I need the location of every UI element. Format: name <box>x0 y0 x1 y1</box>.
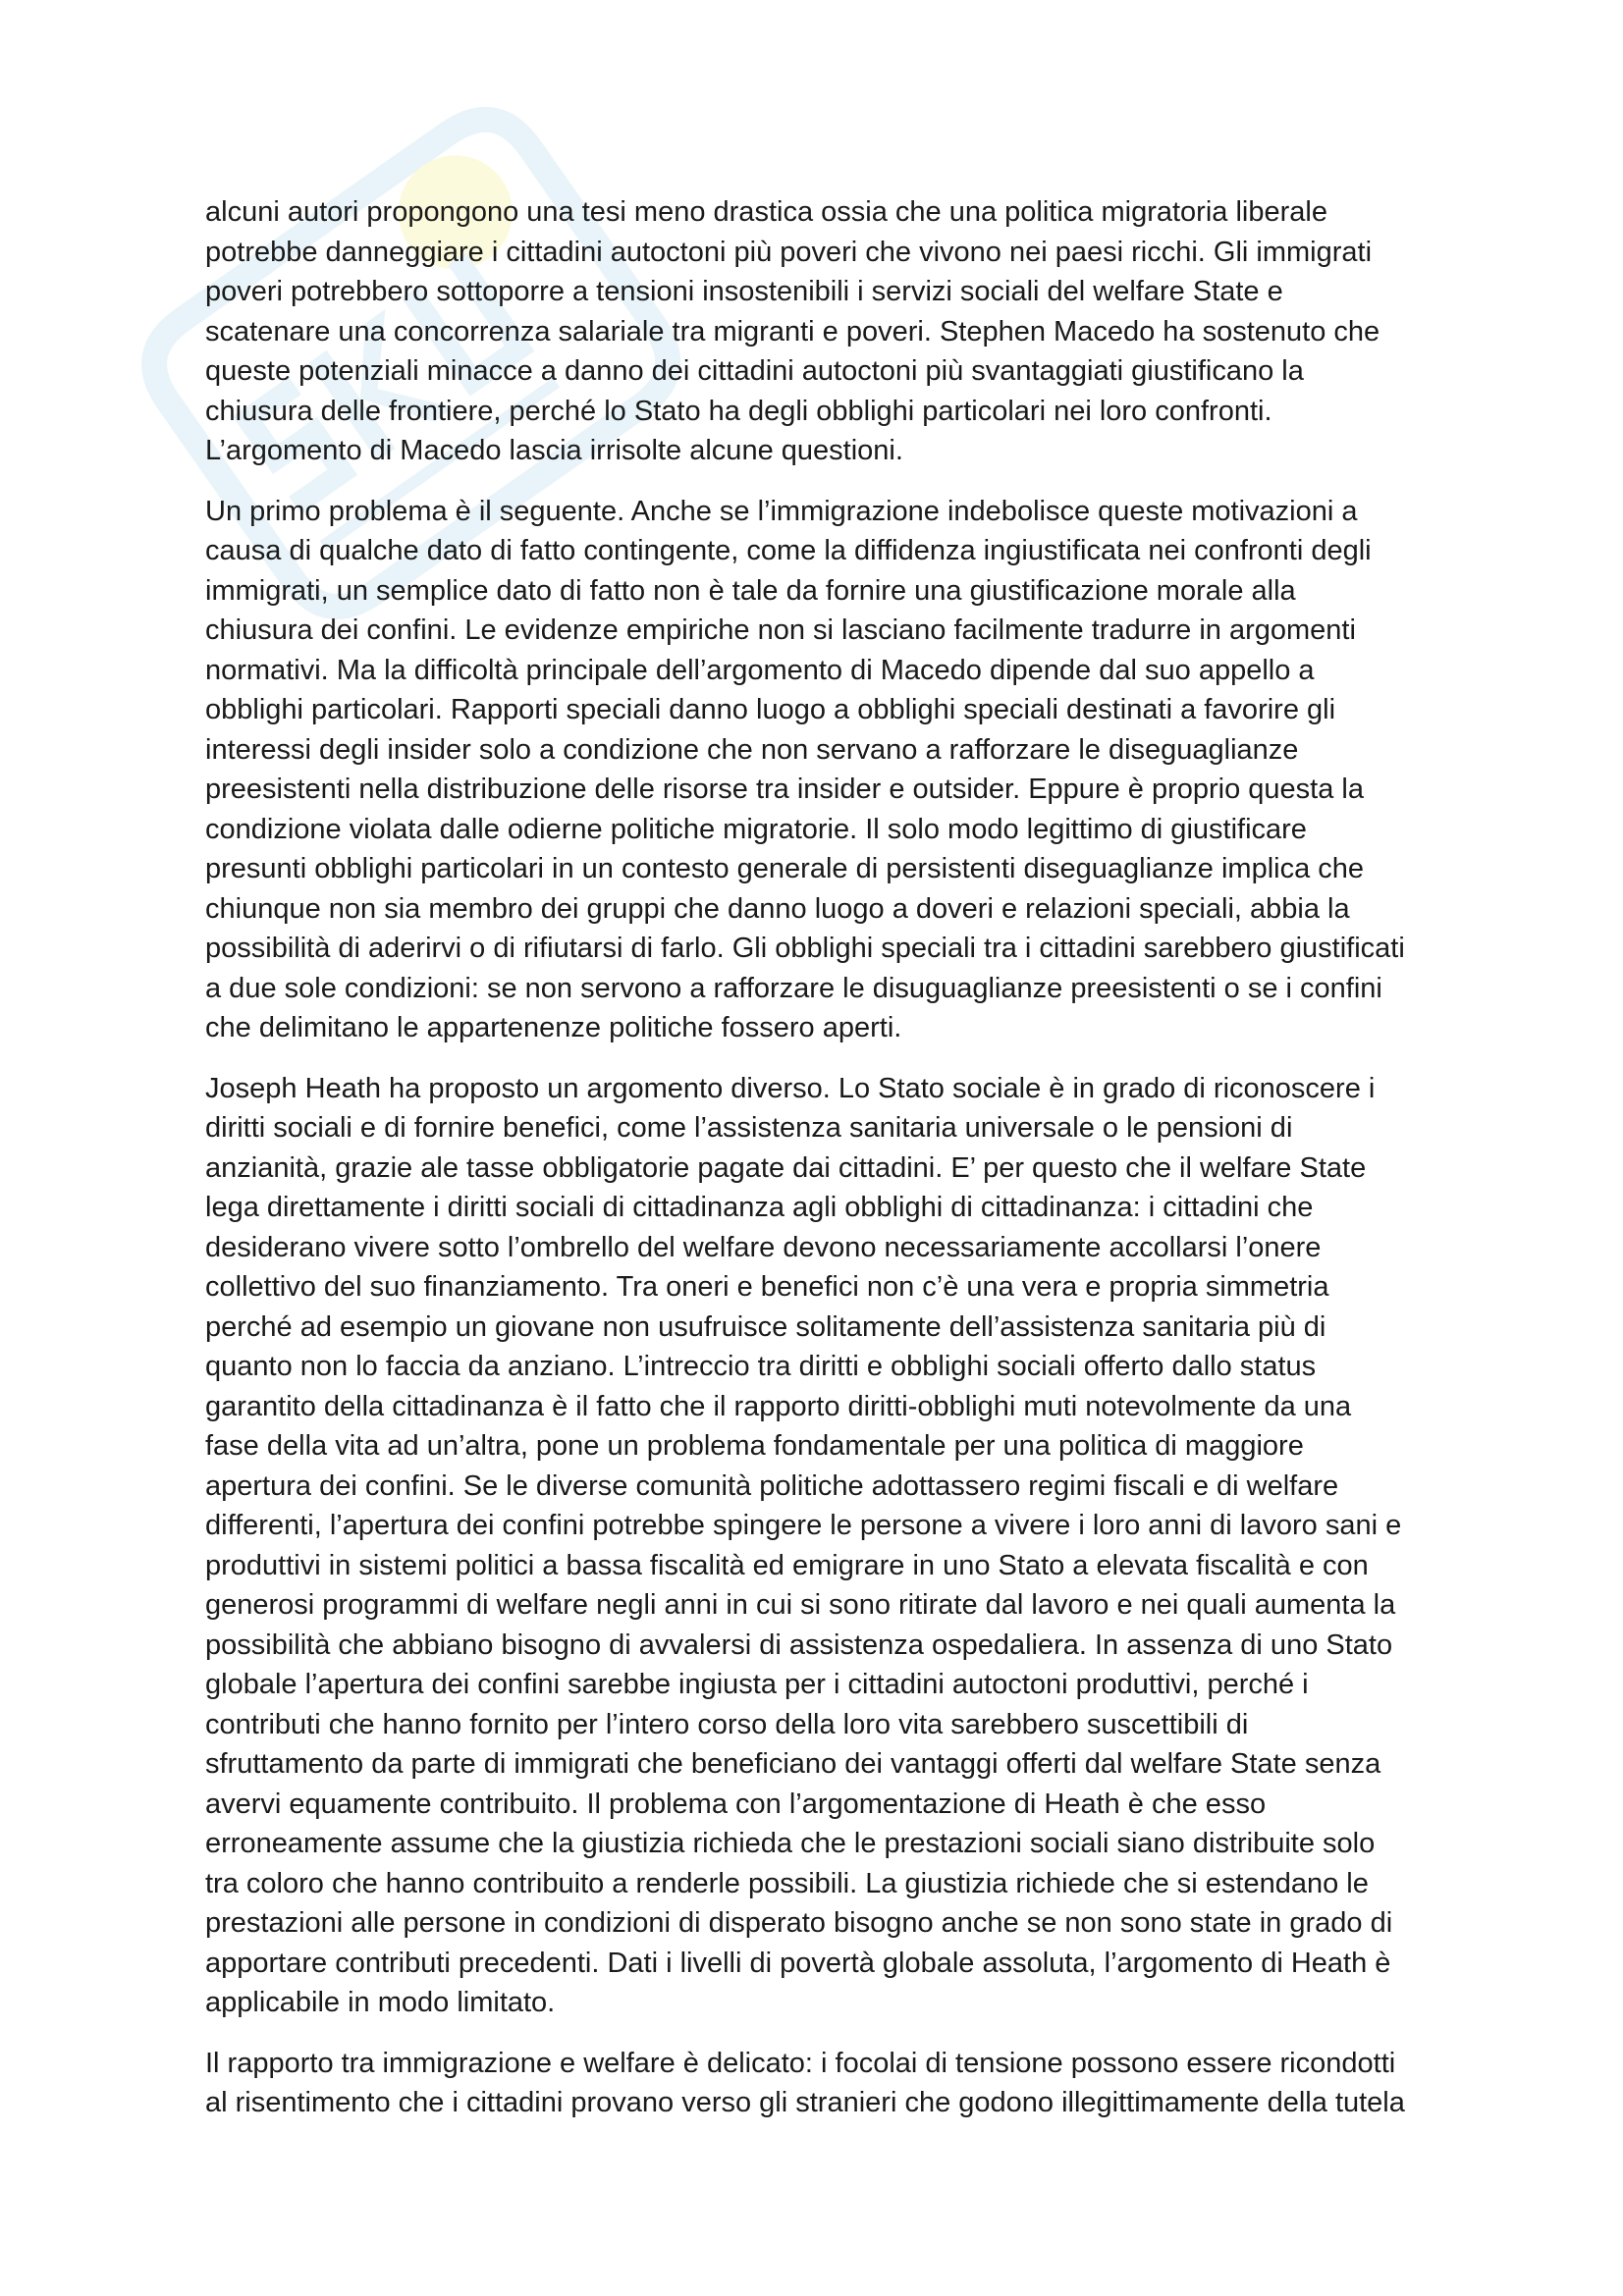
text-line: possibilità di aderirvi o di rifiutarsi di farlo. Gli obblighi speciali tra i cittadini sarebbero giustificati <box>205 933 1405 964</box>
text-line: globale l’apertura dei confini sarebbe ingiusta per i cittadini autoctoni produttivi, perché i <box>205 1669 1309 1700</box>
text-line: possibilità che abbiano bisogno di avvalersi di assistenza ospedaliera. In assenza di uno Stato <box>205 1629 1393 1661</box>
text-line: apportare contributi precedenti. Dati i livelli di povertà globale assoluta, l’argomento di Heath è <box>205 1947 1391 1979</box>
text-line: collettivo del suo finanziamento. Tra oneri e benefici non c’è una vera e propria simmetria <box>205 1271 1329 1303</box>
text-line: condizione violata dalle odierne politiche migratorie. Il solo modo legittimo di giustificare <box>205 813 1307 845</box>
text-line: immigrati, un semplice dato di fatto non è tale da fornire una giustificazione morale alla <box>205 574 1296 607</box>
text-line: sfruttamento da parte di immigrati che beneficiano dei vantaggi offerti dal welfare State senza <box>205 1748 1381 1780</box>
text-line: scatenare una concorrenza salariale tra migranti e poveri. Stephen Macedo ha sostenuto che <box>205 315 1380 347</box>
text-line: quanto non lo faccia da anziano. L’intreccio tra diritti e obblighi sociali offerto dallo status <box>205 1351 1317 1382</box>
text-line: chiusura delle frontiere, perché lo Stato ha degli obblighi particolari nei loro confronti. <box>205 395 1272 427</box>
text-line: contributi che hanno fornito per l’intero corso della loro vita sarebbero suscettibili di <box>205 1708 1249 1740</box>
text-line: Un primo problema è il seguente. Anche se l’immigrazione indebolisce queste motivazioni a <box>205 495 1358 527</box>
text-line: garantito della cittadinanza è il fatto che il rapporto diritti-obblighi muti notevolmente da una <box>205 1390 1352 1422</box>
text-line: lega direttamente i diritti sociali di cittadinanza agli obblighi di cittadinanza: i cittadini che <box>205 1192 1314 1223</box>
text-line: chiusura dei confini. Le evidenze empiriche non si lasciano facilmente tradurre in argomenti <box>205 614 1356 646</box>
text-line: interessi degli insider solo a condizione che non servano a rafforzare le diseguaglianze <box>205 733 1299 766</box>
text-line: Il rapporto tra immigrazione e welfare è delicato: i focolai di tensione possono essere ricondotti <box>205 2047 1396 2079</box>
text-line: diritti sociali e di fornire benefici, come l’assistenza sanitaria universale o le pensioni di <box>205 1112 1293 1144</box>
document-body <box>205 192 1482 2144</box>
paragraph-2 <box>205 492 1482 1048</box>
text-line: preesistenti nella distribuzione delle risorse tra insider e outsider. Eppure è proprio questa la <box>205 774 1364 805</box>
text-line: alcuni autori propongono una tesi meno drastica ossia che una politica migratoria liberale <box>205 196 1327 228</box>
text-line: Joseph Heath ha proposto un argomento diverso. Lo Stato sociale è in grado di riconoscere i <box>205 1072 1376 1104</box>
text-line: queste potenziali minacce a danno dei cittadini autoctoni più svantaggiati giustificano la <box>205 355 1304 387</box>
text-line: erroneamente assume che la giustizia richieda che le prestazioni sociali siano distribuite solo <box>205 1828 1376 1859</box>
text-line: al risentimento che i cittadini provano verso gli stranieri che godono illegittimamente della tutela <box>205 2087 1405 2118</box>
text-line: applicabile in modo limitato. <box>205 1987 556 2018</box>
text-line: L’argomento di Macedo lascia irrisolte alcune questioni. <box>205 435 903 466</box>
text-line: avervi equamente contribuito. Il problema con l’argomentazione di Heath è che esso <box>205 1788 1267 1820</box>
text-line: desiderano vivere sotto l’ombrello del welfare devono necessariamente accollarsi l’onere <box>205 1231 1322 1263</box>
text-line: prestazioni alle persone in condizioni di disperato bisogno anche se non sono state in grado di <box>205 1907 1393 1939</box>
text-line: perché ad esempio un giovane non usufruisce solitamente dell’assistenza sanitaria più di <box>205 1310 1326 1343</box>
paragraph-1 <box>205 192 1482 471</box>
text-line: che delimitano le appartenenze politiche fossero aperti. <box>205 1012 902 1043</box>
text-line: differenti, l’apertura dei confini potrebbe spingere le persone a vivere i loro anni di lavoro sani e <box>205 1510 1402 1541</box>
text-line: apertura dei confini. Se le diverse comunità politiche adottassero regimi fiscali e di welfare <box>205 1469 1339 1502</box>
text-line: normativi. Ma la difficoltà principale dell’argomento di Macedo dipende dal suo appello a <box>205 654 1315 686</box>
text-line: tra coloro che hanno contribuito a renderle possibili. La giustizia richiede che si estendano le <box>205 1867 1369 1899</box>
paragraph-3 <box>205 1069 1482 2023</box>
text-line: obblighi particolari. Rapporti speciali danno luogo a obblighi speciali destinati a favorire gli <box>205 694 1336 725</box>
text-line: poveri potrebbero sottoporre a tensioni insostenibili i servizi sociali del welfare State e <box>205 276 1283 307</box>
text-line: fase della vita ad un’altra, pone un problema fondamentale per una politica di maggiore <box>205 1430 1304 1462</box>
text-line: anzianità, grazie ale tasse obbligatorie pagate dai cittadini. E’ per questo che il welfare State <box>205 1151 1367 1184</box>
text-line: produttivi in sistemi politici a bassa fiscalità ed emigrare in uno Stato a elevata fiscalità e con <box>205 1549 1369 1581</box>
text-line: chiunque non sia membro dei gruppi che danno luogo a doveri e relazioni speciali, abbia la <box>205 892 1350 925</box>
text-line: a due sole condizioni: se non servono a rafforzare le disuguaglianze preesistenti o se i confini <box>205 972 1382 1004</box>
paragraph-4 <box>205 2044 1482 2123</box>
text-line: generosi programmi di welfare negli anni in cui si sono ritirate dal lavoro e nei quali aumenta la <box>205 1589 1396 1621</box>
text-line: potrebbe danneggiare i cittadini autoctoni più poveri che vivono nei paesi ricchi. Gli immigrati <box>205 236 1373 268</box>
text-line: causa di qualche dato di fatto contingente, come la diffidenza ingiustificata nei confronti degli <box>205 535 1372 566</box>
text-line: presunti obblighi particolari in un contesto generale di persistenti diseguaglianze implica che <box>205 853 1365 884</box>
